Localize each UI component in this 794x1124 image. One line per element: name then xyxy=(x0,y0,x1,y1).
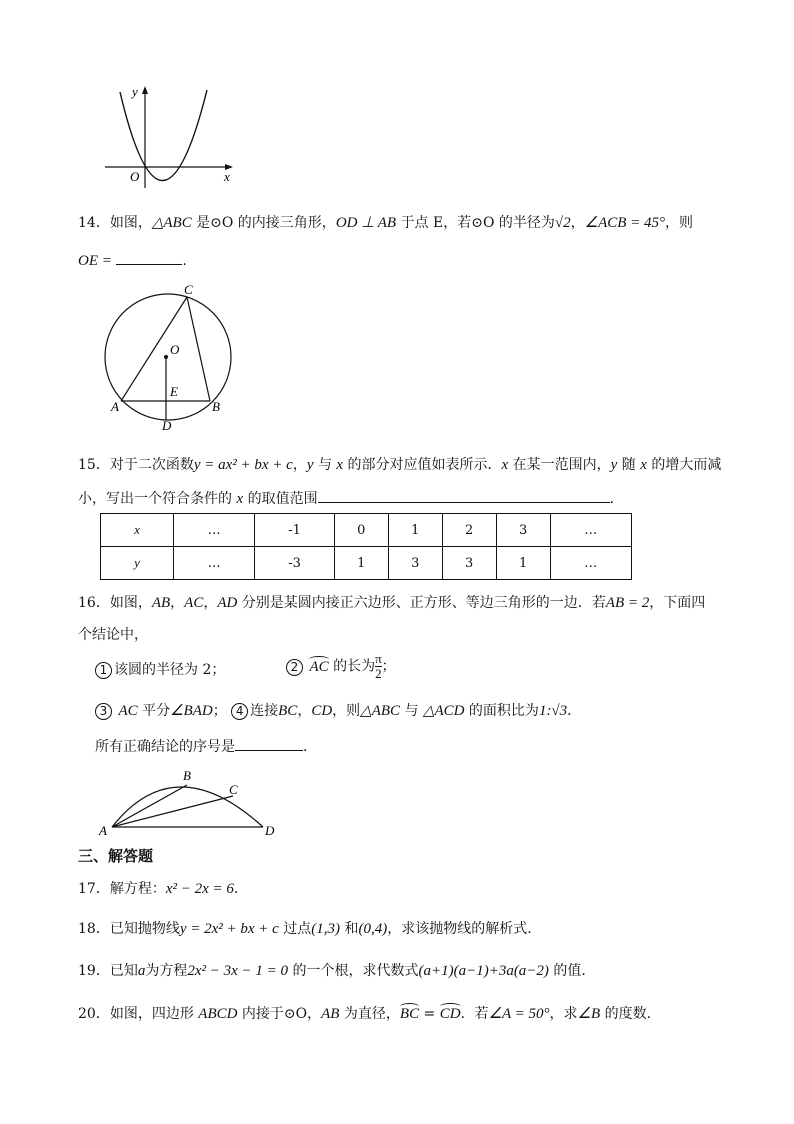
origin-label: O xyxy=(130,169,140,184)
question-16-ask: 所有正确结论的序号是 . xyxy=(95,736,307,756)
semicircle-figure xyxy=(95,765,285,837)
table-cell: -3 xyxy=(255,547,334,580)
label-o: O xyxy=(170,342,180,357)
table-row xyxy=(101,514,632,547)
conclusion-3-4: 3 AC 平分∠BAD； 4 连接BC，CD，则△ABC 与 △ACD 的面积比为1:√3． xyxy=(95,700,581,720)
table-cell: … xyxy=(550,514,631,547)
question-16-line2: 个结论中， xyxy=(78,627,148,643)
table-cell: 3 xyxy=(442,547,496,580)
question-14-answer: OE = . xyxy=(78,250,187,270)
label-a: A xyxy=(99,823,107,837)
table-row xyxy=(101,547,632,580)
table-cell: 2 xyxy=(442,514,496,547)
question-14: 14．如图，△ABC 是⊙O 的内接三角形，OD ⊥ AB 于点 E，若⊙O 的半径为√2，∠ACB = 45°，则 xyxy=(78,215,694,231)
answer-blank[interactable] xyxy=(235,736,303,751)
table-cell: x xyxy=(101,514,174,547)
question-15: 15．对于二次函数y = ax² + bx + c，y 与 x 的部分对应值如表所示．x 在某一范围内，y 随 x 的增大而减 xyxy=(78,457,722,473)
table-cell: 3 xyxy=(496,514,550,547)
question-17: 17．解方程：x² − 2x = 6． xyxy=(78,881,248,897)
label-d: D xyxy=(162,418,172,430)
x-label: x xyxy=(224,169,230,184)
chord-ab xyxy=(112,785,187,827)
table-cell: … xyxy=(174,514,255,547)
value-table xyxy=(100,513,632,580)
segment-bc xyxy=(187,297,210,401)
table-cell: 1 xyxy=(388,514,442,547)
label-c: C xyxy=(184,282,193,297)
label-a: A xyxy=(111,399,119,414)
fraction-pi-over-2: $\frac{\pi}{2}$ xyxy=(375,651,382,681)
conclusion-2: 2 AC 的长为 $\frac{\pi}{2}$ ； xyxy=(286,652,396,681)
y-axis-arrow xyxy=(142,86,148,94)
question-19: 19．已知a为方程2x² − 3x − 1 = 0 的一个根，求代数式(a+1)(a−1)+3a(a−2) 的值. xyxy=(78,963,586,979)
table-cell: 1 xyxy=(334,547,388,580)
circle-triangle-figure xyxy=(100,280,260,430)
label-e: E xyxy=(170,384,178,399)
table-cell: -1 xyxy=(255,514,334,547)
center-point xyxy=(164,355,168,359)
label-c: C xyxy=(229,782,238,797)
table-cell: y xyxy=(101,547,174,580)
label-b: B xyxy=(212,399,220,414)
answer-blank[interactable] xyxy=(318,488,610,503)
parabola-graph xyxy=(100,80,250,190)
chord-ac xyxy=(112,796,233,827)
question-15-line2: 小，写出一个符合条件的 x 的取值范围 . xyxy=(78,488,614,508)
question-20: 20．如图，四边形 ABCD 内接于⊙O，AB 为直径，BC = CD．若∠A = 50°，求∠B 的度数. xyxy=(78,1006,652,1022)
label-d: D xyxy=(265,823,275,837)
label-b: B xyxy=(183,768,191,783)
question-16: 16．如图，AB，AC，AD 分别是某圆内接正六边形、正方形、等边三角形的一边．若AB = 2，下面四 xyxy=(78,595,706,611)
answer-blank[interactable] xyxy=(116,250,182,265)
table-cell: 1 xyxy=(496,547,550,580)
table-cell: 3 xyxy=(388,547,442,580)
table-cell: … xyxy=(174,547,255,580)
table-cell: 0 xyxy=(334,514,388,547)
table-cell: … xyxy=(550,547,631,580)
section-heading: 三、解答题 xyxy=(78,847,154,865)
question-18: 18．已知抛物线y = 2x² + bx + c 过点(1,3) 和(0,4)，求该抛物线的解析式. xyxy=(78,921,532,937)
conclusion-1: 1 该圆的半径为 2； xyxy=(95,659,225,679)
y-label: y xyxy=(132,84,138,99)
